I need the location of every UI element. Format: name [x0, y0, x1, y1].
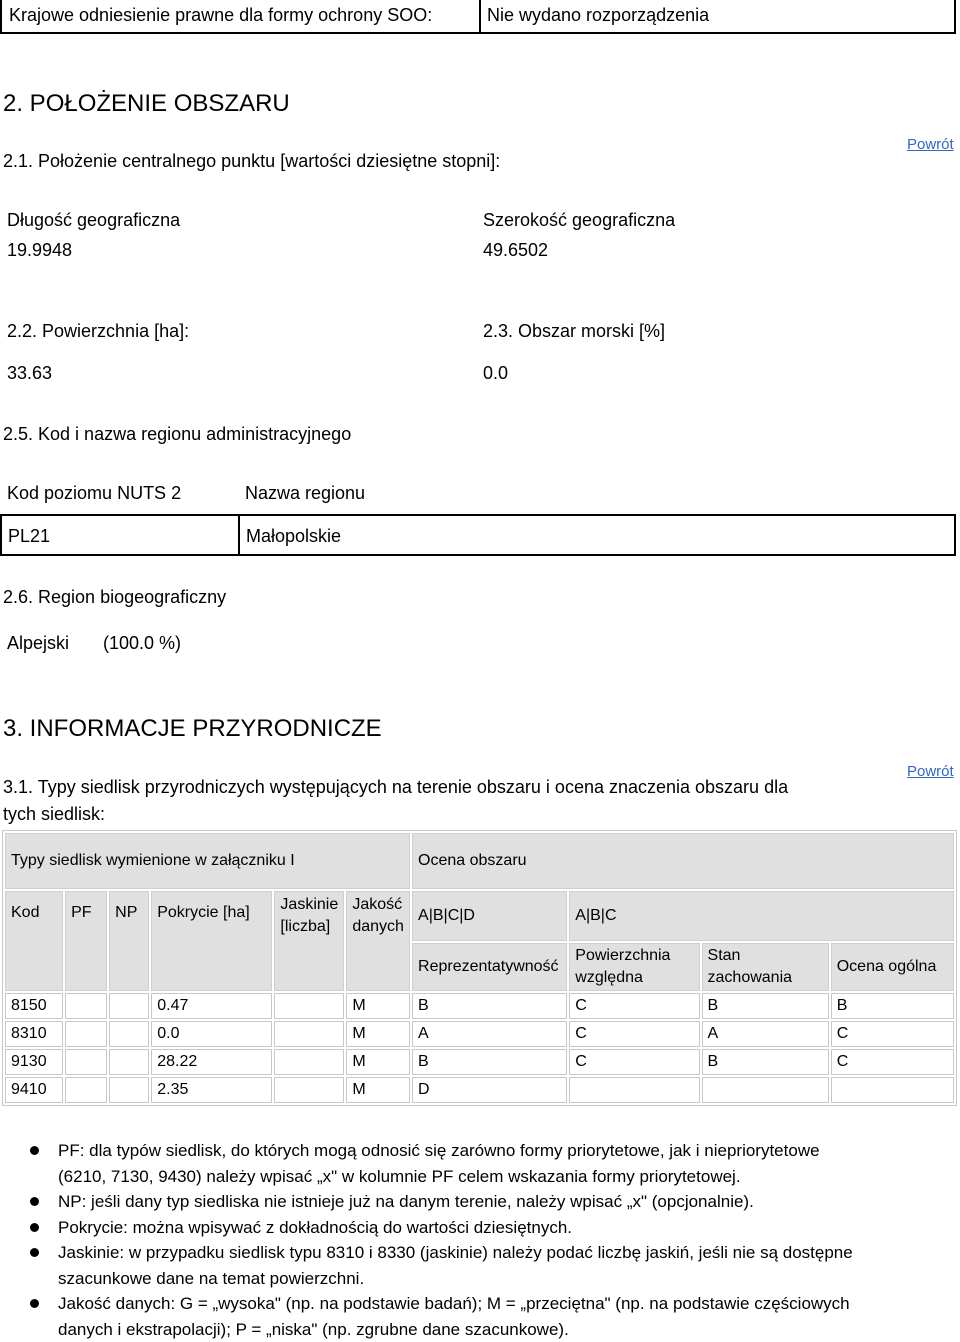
bio-region-name: Alpejski: [7, 632, 69, 654]
cell-np: [109, 1049, 149, 1075]
cell-pf: [65, 1021, 107, 1047]
divider: [238, 516, 240, 554]
cell-ocena: [831, 1077, 954, 1103]
marine-label: 2.3. Obszar morski [%]: [483, 320, 665, 342]
section-3-1-line-1: 3.1. Typy siedlisk przyrodniczych występujących na terenie obszaru i ocena znaczenia obszaru dla: [3, 776, 883, 798]
cell-pow: C: [569, 1049, 699, 1075]
col-kod: Kod: [5, 891, 63, 991]
legal-reference-value: Nie wydano rozporządzenia: [487, 4, 709, 26]
region-name-label: Nazwa regionu: [245, 482, 365, 504]
table-row: [5, 1077, 954, 1103]
longitude-value: 19.9948: [7, 239, 72, 261]
note-line: NP: jeśli dany typ siedliska nie istnieje już na danym terenie, należy wpisać „x" (opcjonalnie).: [58, 1189, 960, 1215]
col-jaskinie-line-2: [liczba]: [280, 916, 338, 938]
col-jaskinie-line-1: Jaskinie: [280, 894, 338, 916]
col-stan: [702, 943, 829, 991]
note-line: Jaskinie: w przypadku siedlisk typu 8310 i 8330 (jaskinie) należy podać liczbę jaskiń, jeśli nie są dostępne: [58, 1240, 960, 1266]
note-line: danych i ekstrapolacji); P = „niska" (np. zgrubne dane szacunkowe).: [58, 1317, 960, 1342]
cell-repr: A: [412, 1021, 567, 1047]
habitat-table: [2, 830, 957, 1106]
section-2-5-title: 2.5. Kod i nazwa regionu administracyjnego: [3, 423, 351, 445]
cell-stan: [702, 1077, 829, 1103]
col-jaskinie: [274, 891, 344, 991]
section-3-1-line-2: tych siedlisk:: [3, 803, 883, 825]
cell-np: [109, 1077, 149, 1103]
col-reprezentatywnosc: Reprezentatywność: [412, 943, 567, 991]
col-stan-line-1: Stan: [708, 945, 823, 967]
col-abc: A|B|C: [569, 891, 954, 941]
cell-ocena: C: [831, 1021, 954, 1047]
table-header-assessment: Ocena obszaru: [412, 833, 954, 889]
col-pf: PF: [65, 891, 107, 991]
cell-pokrycie: 0.47: [151, 993, 272, 1019]
note-line: PF: dla typów siedlisk, do których mogą odnosić się zarówno formy priorytetowe, jak i niepriorytetowe: [58, 1138, 960, 1164]
longitude-label: Długość geograficzna: [7, 209, 180, 231]
cell-kod: 8150: [5, 993, 63, 1019]
cell-pow: [569, 1077, 699, 1103]
note-item: [58, 1189, 960, 1215]
note-line: Jakość danych: G = „wysoka" (np. na podstawie badań); M = „przeciętna" (np. na podstawie częściowych: [58, 1291, 960, 1317]
cell-pow: C: [569, 1021, 699, 1047]
cell-jakosc: M: [346, 1021, 410, 1047]
cell-jaskinie: [274, 1077, 344, 1103]
region-name-value: Małopolskie: [246, 525, 341, 547]
cell-repr: D: [412, 1077, 567, 1103]
cell-pow: C: [569, 993, 699, 1019]
note-item: [58, 1240, 960, 1291]
legal-reference-box: [0, 0, 956, 34]
region-box: [0, 514, 956, 556]
col-powierzchnia-line-1: Powierzchnia: [575, 945, 693, 967]
latitude-label: Szerokość geograficzna: [483, 209, 675, 231]
area-label: 2.2. Powierzchnia [ha]:: [7, 320, 189, 342]
col-jakosc: [346, 891, 410, 991]
cell-kod: 8310: [5, 1021, 63, 1047]
cell-stan: A: [702, 1021, 829, 1047]
nuts-value: PL21: [8, 525, 50, 547]
cell-jakosc: M: [346, 1049, 410, 1075]
section-2-title: 2. POŁOŻENIE OBSZARU: [3, 90, 290, 118]
section-2-1-title: 2.1. Położenie centralnego punktu [wartości dziesiętne stopni]:: [3, 150, 500, 172]
col-pokrycie: Pokrycie [ha]: [151, 891, 272, 991]
back-link[interactable]: Powrót: [907, 763, 954, 780]
cell-jaskinie: [274, 1049, 344, 1075]
cell-pf: [65, 1077, 107, 1103]
cell-pf: [65, 993, 107, 1019]
cell-jaskinie: [274, 1021, 344, 1047]
cell-ocena: B: [831, 993, 954, 1019]
note-line: (6210, 7130, 9430) należy wpisać „x" w kolumnie PF celem wskazania formy priorytetowej.: [58, 1164, 960, 1190]
cell-pf: [65, 1049, 107, 1075]
legal-reference-label: Krajowe odniesienie prawne dla formy ochrony SOO:: [9, 4, 432, 26]
latitude-value: 49.6502: [483, 239, 548, 261]
notes-list: [0, 1138, 960, 1342]
cell-jakosc: M: [346, 1077, 410, 1103]
nuts-label: Kod poziomu NUTS 2: [7, 482, 181, 504]
note-item: [58, 1291, 960, 1342]
area-value: 33.63: [7, 362, 52, 384]
cell-kod: 9410: [5, 1077, 63, 1103]
col-jakosc-line-1: Jakość: [352, 894, 404, 916]
cell-np: [109, 993, 149, 1019]
section-3-title: 3. INFORMACJE PRZYRODNICZE: [3, 715, 382, 743]
cell-jakosc: M: [346, 993, 410, 1019]
table-header-annex: Typy siedlisk wymienione w załączniku I: [5, 833, 410, 889]
cell-pokrycie: 28.22: [151, 1049, 272, 1075]
table-row: [5, 1021, 954, 1047]
cell-repr: B: [412, 1049, 567, 1075]
cell-pokrycie: 2.35: [151, 1077, 272, 1103]
col-abcd: A|B|C|D: [412, 891, 567, 941]
cell-repr: B: [412, 993, 567, 1019]
back-link[interactable]: Powrót: [907, 136, 954, 153]
section-3-1-title: [3, 776, 883, 825]
cell-stan: B: [702, 993, 829, 1019]
section-2-6-title: 2.6. Region biogeograficzny: [3, 586, 226, 608]
marine-value: 0.0: [483, 362, 508, 384]
table-row: [5, 1049, 954, 1075]
cell-jaskinie: [274, 993, 344, 1019]
col-powierzchnia: [569, 943, 699, 991]
note-item: [58, 1215, 960, 1241]
divider: [479, 0, 481, 32]
col-np: NP: [109, 891, 149, 991]
col-stan-line-2: zachowania: [708, 967, 823, 989]
table-row: [5, 993, 954, 1019]
col-jakosc-line-2: danych: [352, 916, 404, 938]
note-line: Pokrycie: można wpisywać z dokładnością do wartości dziesiętnych.: [58, 1215, 960, 1241]
col-powierzchnia-line-2: względna: [575, 967, 693, 989]
col-ocena: Ocena ogólna: [831, 943, 954, 991]
note-line: szacunkowe dane na temat powierzchni.: [58, 1266, 960, 1292]
cell-kod: 9130: [5, 1049, 63, 1075]
bio-region-percent: (100.0 %): [103, 632, 181, 654]
cell-ocena: C: [831, 1049, 954, 1075]
cell-pokrycie: 0.0: [151, 1021, 272, 1047]
cell-stan: B: [702, 1049, 829, 1075]
cell-np: [109, 1021, 149, 1047]
note-item: [58, 1138, 960, 1189]
